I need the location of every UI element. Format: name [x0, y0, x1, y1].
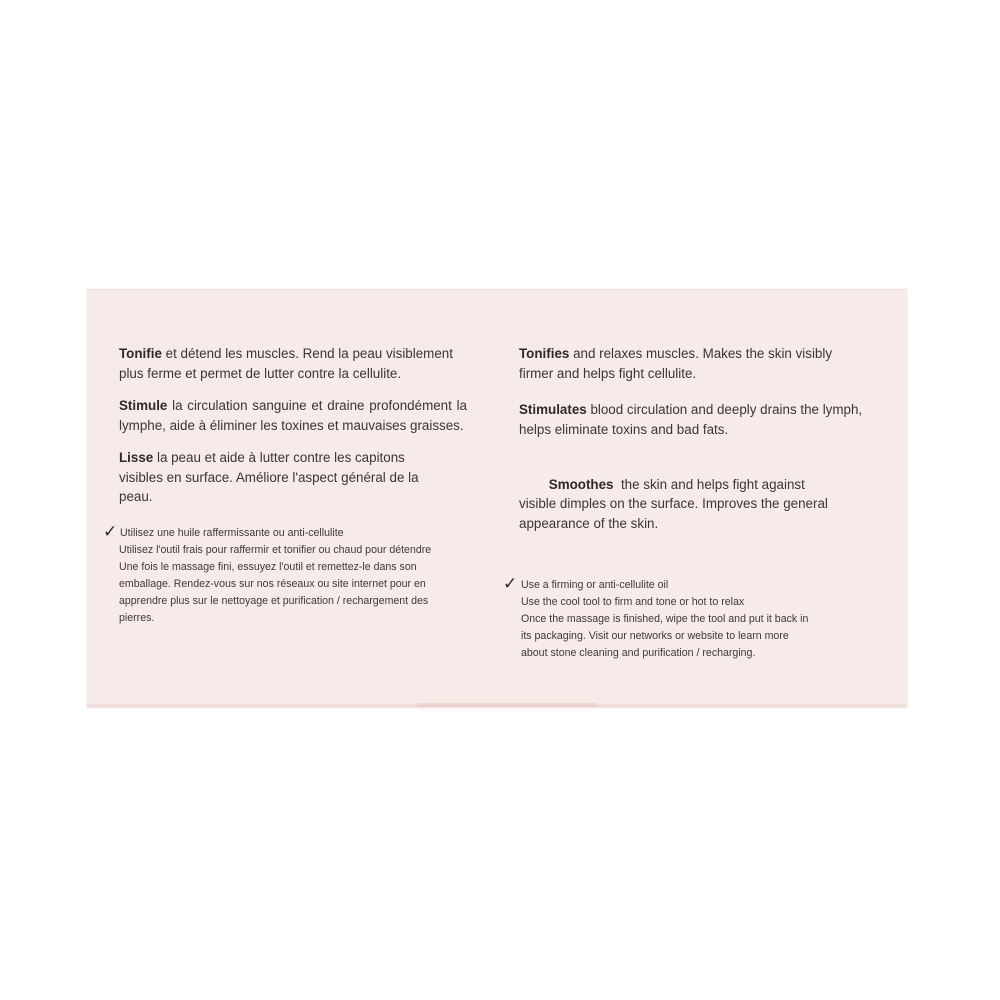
fr-tonifie-bold: Tonifie	[119, 346, 162, 361]
checkmark-icon: ✓	[503, 573, 518, 594]
fr-usage-line: apprendre plus sur le nettoyage et purification / rechargement des	[119, 594, 429, 607]
box-top-edge	[87, 289, 907, 290]
english-column	[503, 344, 869, 662]
en-tonifies-paragraph	[519, 344, 869, 383]
en-usage-instructions	[503, 573, 869, 662]
fr-stimule-bold: Stimule	[119, 398, 168, 413]
fr-usage-instructions	[103, 521, 467, 627]
fr-stimule-text: la circulation sanguine et draine profondément la lymphe, aide à éliminer les toxines et mauvaises graisses.	[119, 398, 467, 433]
en-tonifies-text: and relaxes muscles. Makes the skin visibly firmer and helps fight cellulite.	[519, 346, 833, 381]
en-stimulates-paragraph	[519, 400, 869, 439]
en-stimulates-bold: Stimulates	[519, 402, 587, 417]
en-usage-line: Use the cool tool to firm and tone or hot to relax	[521, 595, 745, 608]
fr-tonifie-text: et détend les muscles. Rend la peau visiblement plus ferme et permet de lutter contre la cellulite.	[119, 346, 453, 381]
fr-lisse-bold: Lisse	[119, 450, 154, 465]
product-box-back	[87, 289, 907, 707]
french-column	[103, 344, 467, 627]
en-usage-line: its packaging. Visit our networks or website to learn more	[521, 629, 789, 642]
en-usage-line: Once the massage is finished, wipe the tool and put it back in	[521, 612, 809, 625]
en-usage-line: Use a firming or anti-cellulite oil	[521, 578, 669, 591]
fr-lisse-paragraph	[119, 448, 429, 507]
en-smoothes-bold: Smoothes	[548, 476, 614, 492]
fr-tonifie-paragraph	[119, 344, 467, 383]
checkmark-icon: ✓	[103, 521, 118, 542]
box-seam	[417, 703, 597, 707]
fr-stimule-paragraph	[119, 396, 467, 435]
en-tonifies-bold: Tonifies	[519, 346, 570, 361]
en-usage-line: about stone cleaning and purification / recharging.	[521, 646, 756, 659]
fr-usage-line: pierres.	[119, 611, 155, 624]
fr-usage-line: Une fois le massage fini, essuyez l'outil et remettez-le dans son	[119, 560, 417, 573]
en-smoothes-paragraph	[519, 455, 832, 553]
en-stimulates-text: blood circulation and deeply drains the lymph, helps eliminate toxins and bad fats.	[519, 402, 863, 437]
fr-usage-line: Utilisez une huile raffermissante ou anti-cellulite	[120, 526, 344, 539]
fr-lisse-text: la peau et aide à lutter contre les capitons visibles en surface. Améliore l'aspect général de la peau.	[119, 450, 419, 504]
en-smoothes-text: the skin and helps fight against visible dimples on the surface. Improves the general appearance of the skin.	[519, 476, 832, 531]
fr-usage-line: Utilisez l'outil frais pour raffermir et tonifier ou chaud pour détendre	[119, 543, 432, 556]
fr-usage-line: emballage. Rendez-vous sur nos réseaux ou site internet pour en	[119, 577, 426, 590]
